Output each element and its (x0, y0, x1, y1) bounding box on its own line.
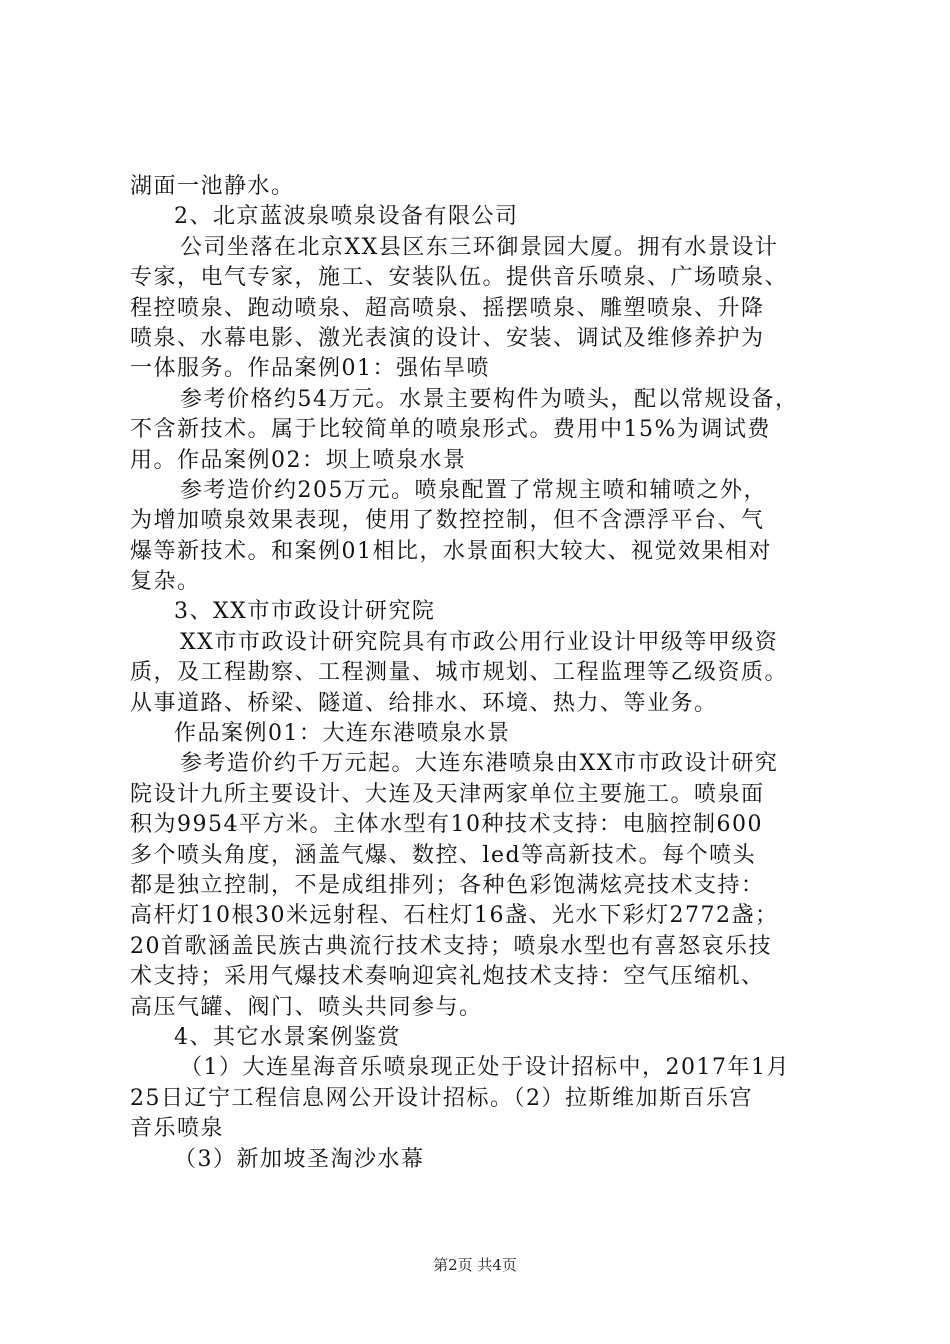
text-line: 高杆灯10根30米远射程、石柱灯16盏、光水下彩灯2772盏； (130, 903, 779, 929)
section-heading: 4、其它水景案例鉴赏 (174, 1024, 401, 1050)
text-line: 湖面一池静水。 (130, 174, 295, 199)
text-line: 参考造价约205万元。喷泉配置了常规主喷和辅喷之外， (180, 477, 767, 503)
section-heading: 2、北京蓝波泉喷泉设备有限公司 (174, 204, 519, 230)
text-line: 喷泉、水幕电影、激光表演的设计、安装、调试及维修养护为 (130, 325, 765, 351)
text-line: 25日辽宁工程信息网公开设计招标。（2）拉斯维加斯百乐宫 (130, 1085, 753, 1111)
text-line: （3）新加坡圣淘沙水幕 (174, 1146, 425, 1172)
section-heading: 3、XX市市政设计研究院 (174, 599, 436, 625)
text-line: 积为9954平方米。主体水型有10种技术支持：电脑控制600 (130, 812, 763, 838)
text-line: XX市市政设计研究院具有市政公用行业设计甲级等甲级资 (180, 629, 779, 655)
text-line: 高压气罐、阀门、喷头共同参与。 (130, 994, 483, 1020)
text-line: 院设计九所主要设计、大连及天津两家单位主要施工。喷泉面 (130, 781, 765, 807)
text-line: 专家，电气专家，施工、安装队伍。提供音乐喷泉、广场喷泉、 (130, 265, 789, 291)
text-line: 多个喷头角度，涵盖气爆、数控、led等高新技术。每个喷头 (130, 842, 757, 868)
document-body (130, 172, 842, 1175)
text-line: 术支持；采用气爆技术奏响迎宾礼炮技术支持：空气压缩机、 (130, 964, 765, 990)
text-line: 参考造价约千万元起。大连东港喷泉由XX市市政设计研究 (180, 751, 779, 777)
text-line: 质，及工程勘察、工程测量、城市规划、工程监理等乙级资质。 (130, 660, 789, 686)
text-line: （1）大连星海音乐喷泉现正处于设计招标中，2017年1月 (180, 1055, 790, 1081)
text-line: 一体服务。作品案例01：强佑旱喷 (130, 356, 490, 382)
page-number-footer: 第2页 共4页 (433, 1256, 517, 1274)
text-line: 为增加喷泉效果表现，使用了数控控制，但不含漂浮平台、气 (130, 508, 765, 534)
text-line: 音乐喷泉 (130, 1116, 225, 1142)
text-line: 作品案例01：大连东港喷泉水景 (174, 721, 511, 747)
text-line: 20首歌涵盖民族古典流行技术支持；喷泉水型也有喜怒哀乐技 (130, 933, 772, 959)
text-line: 程控喷泉、跑动喷泉、超高喷泉、摇摆喷泉、雕塑喷泉、升降 (130, 295, 765, 321)
text-line: 不含新技术。属于比较简单的喷泉形式。费用中15%为调试费 (130, 417, 771, 443)
text-line: 公司坐落在北京XX县区东三环御景园大厦。拥有水景设计 (180, 234, 779, 260)
text-line: 用。作品案例02：坝上喷泉水景 (130, 447, 467, 473)
text-line: 参考价格约54万元。水景主要构件为喷头，配以常规设备， (180, 386, 799, 412)
text-line: 都是独立控制，不是成组排列；各种色彩饱满炫亮技术支持： (130, 872, 765, 898)
text-line: 复杂。 (130, 569, 201, 595)
text-line: 从事道路、桥梁、隧道、给排水、环境、热力、等业务。 (130, 690, 718, 716)
text-line: 爆等新技术。和案例01相比，水景面积大较大、视觉效果相对 (130, 538, 772, 564)
